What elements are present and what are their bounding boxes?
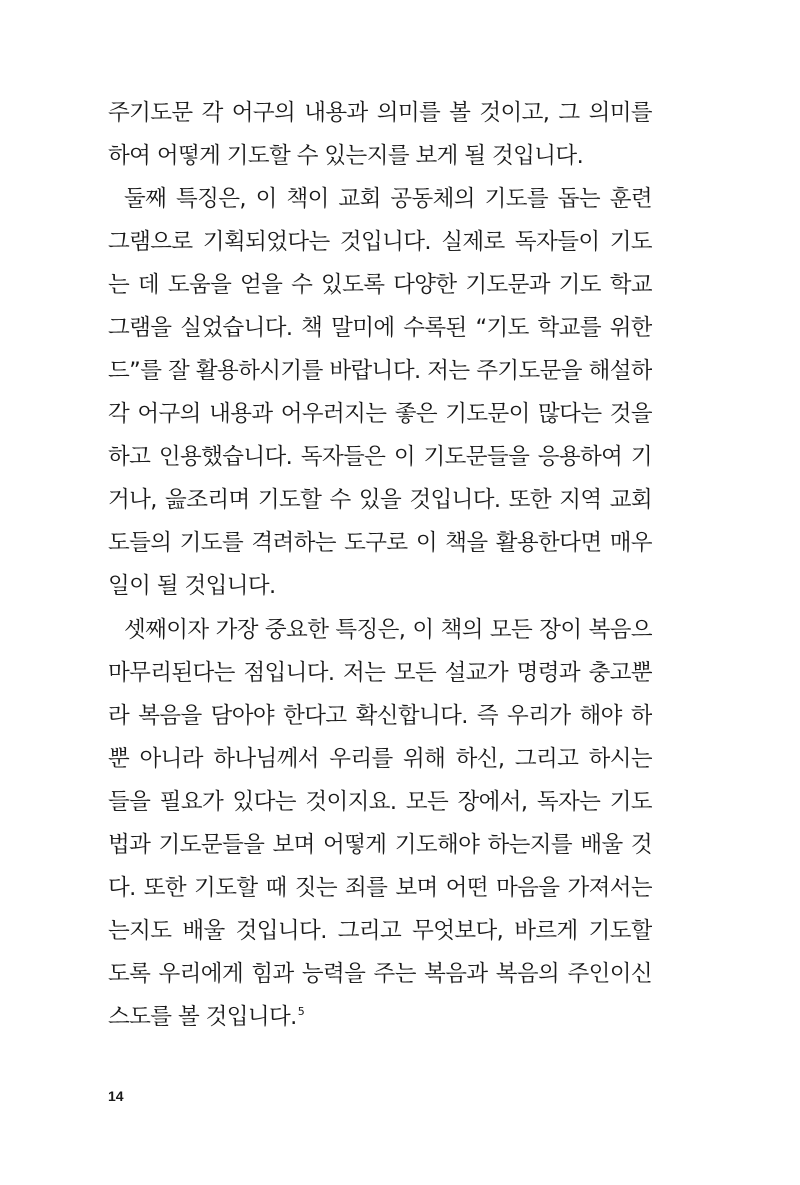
- text-line-content: 스도를 볼 것입니다.: [108, 1004, 297, 1030]
- text-line: 하여 어떻게 기도할 수 있는지를 보게 될 것입니다.: [108, 143, 584, 169]
- text-line: 도들의 기도를 격려하는 도구로 이 책을 활용한다면 매우: [108, 530, 652, 556]
- text-line: 들을 필요가 있다는 것이지요. 모든 장에서, 독자는 기도: [108, 789, 652, 815]
- text-line: 하고 인용했습니다. 독자들은 이 기도문들을 응용하여 기: [108, 444, 652, 470]
- text-line: 법과 기도문들을 보며 어떻게 기도해야 하는지를 배울 것: [108, 832, 652, 858]
- text-line: 라 복음을 담아야 한다고 확신합니다. 즉 우리가 해야 하: [108, 703, 652, 729]
- text-line: 도록 우리에게 힘과 능력을 주는 복음과 복음의 주인이신: [108, 961, 652, 987]
- page-number: 14: [108, 1088, 124, 1104]
- text-line: 주기도문 각 어구의 내용과 의미를 볼 것이고, 그 의미를: [108, 100, 652, 126]
- text-line-last: [108, 999, 652, 1035]
- text-line: 드”를 잘 활용하시기를 바랍니다. 저는 주기도문을 해설하: [108, 358, 652, 384]
- footnote-marker[interactable]: 5: [297, 1005, 305, 1018]
- text-line: 각 어구의 내용과 어우러지는 좋은 기도문이 많다는 것을: [108, 401, 652, 427]
- text-line: 는지도 배울 것입니다. 그리고 무엇보다, 바르게 기도할: [108, 918, 652, 944]
- text-line: 그램으로 기획되었다는 것입니다. 실제로 독자들이 기도: [108, 229, 652, 255]
- text-line: 뿐 아니라 하나님께서 우리를 위해 하신, 그리고 하시는: [108, 746, 652, 772]
- text-line: 다. 또한 기도할 때 짓는 죄를 보며 어떤 마음을 가져서는: [108, 875, 652, 901]
- text-line: 셋째이자 가장 중요한 특징은, 이 책의 모든 장이 복음으: [124, 617, 652, 643]
- text-line: 거나, 읊조리며 기도할 수 있을 것입니다. 또한 지역 교회: [108, 487, 652, 513]
- text-line: 둘째 특징은, 이 책이 교회 공동체의 기도를 돕는 훈련: [124, 186, 652, 212]
- text-line: 는 데 도움을 얻을 수 있도록 다양한 기도문과 기도 학교: [108, 272, 652, 298]
- text-line: 그램을 실었습니다. 책 말미에 수록된 “기도 학교를 위한: [108, 315, 652, 341]
- text-line: 일이 될 것입니다.: [108, 573, 276, 599]
- text-line: 마무리된다는 점입니다. 저는 모든 설교가 명령과 충고뿐: [108, 660, 652, 686]
